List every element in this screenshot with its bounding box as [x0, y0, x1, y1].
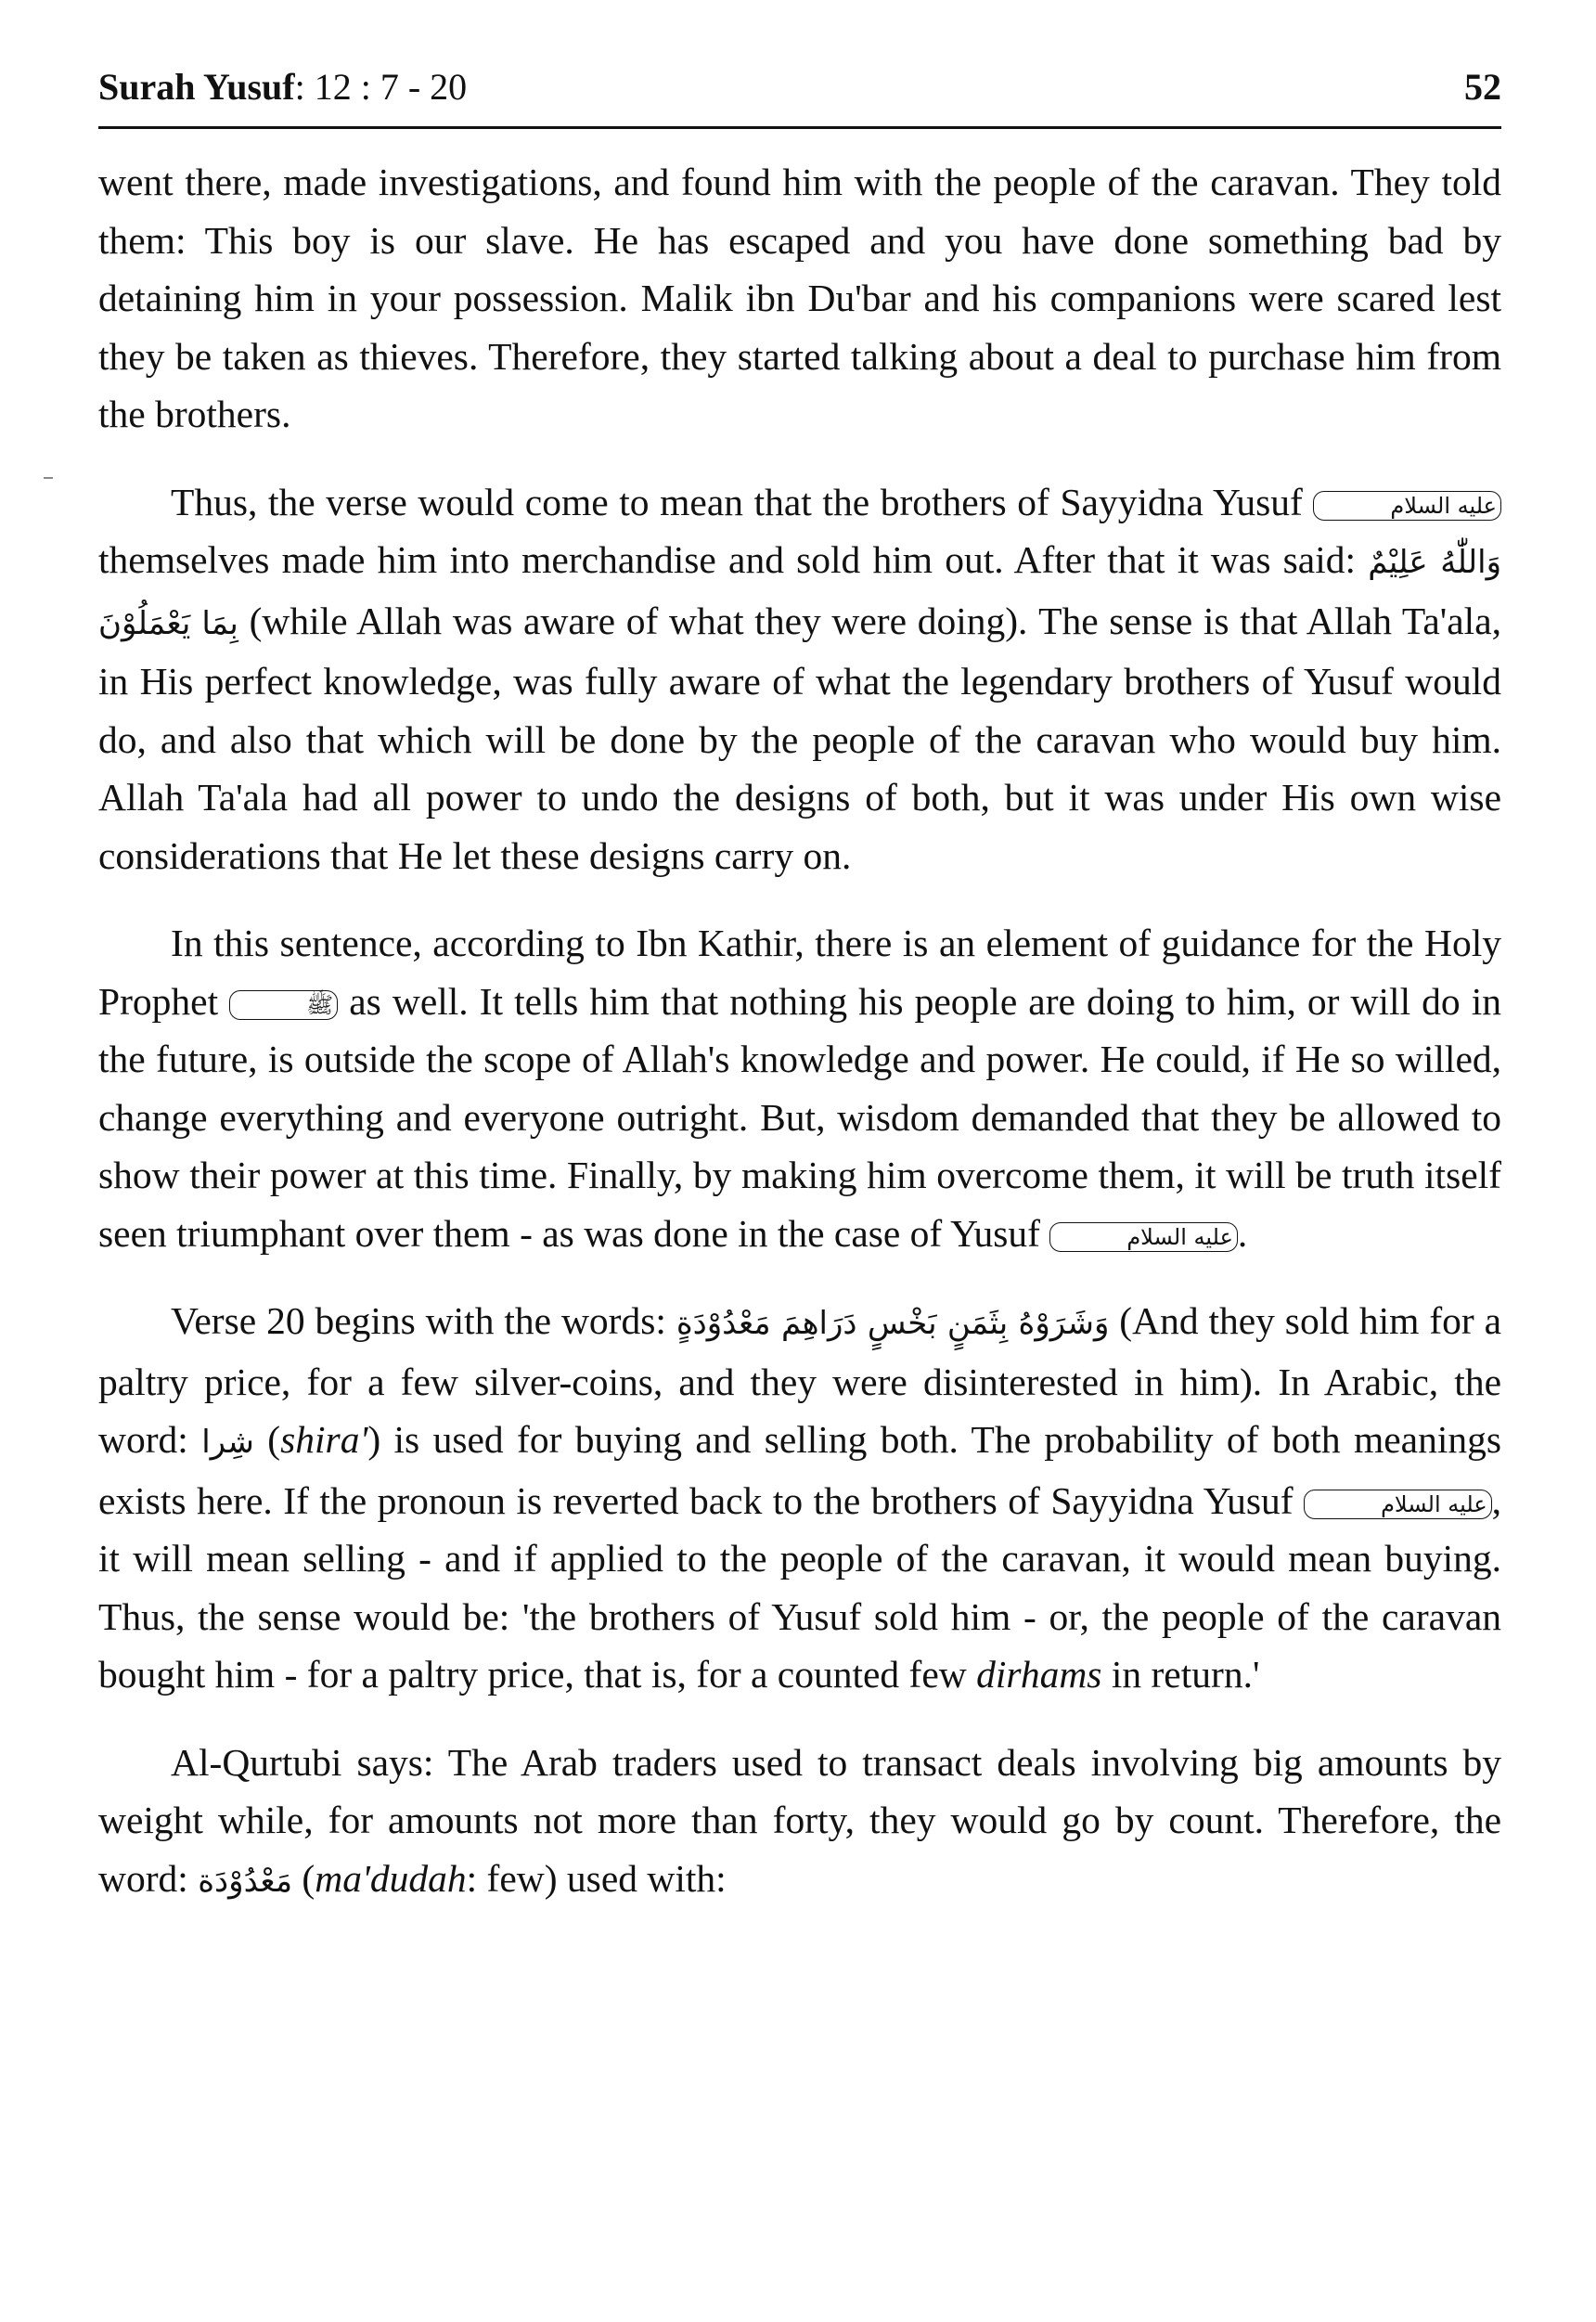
paragraph-text: In this sentence, according to Ibn Kathir, there is an element of guidance for the Holy Prophet [98, 922, 1501, 1023]
paragraph-text: : few) used with: [466, 1856, 727, 1900]
arabic-word: شِرا [201, 1424, 254, 1461]
honorific-alayhi-salam: عليه السلام [1049, 1222, 1238, 1252]
paragraph-text: went there, made investigations, and found him with the people of the caravan. They told them: This boy is our slave. He has escaped and you have done something bad by detaining him in your possession. Malik ibn Du'bar and his companions were scared lest they be taken as thieves. Therefore, they started talking about a deal to purchase him from the brothers. [98, 161, 1501, 435]
paragraph-text: as well. It tells him that nothing his people are doing to him, or will do in the future, is outside the scope of Allah's knowledge and power. He could, if He so willed, change everything and everyone outright. But, wisdom demanded that they be allowed to show their power at this time. Finally, by making him overcome them, it will be truth itself seen triumphant over them - as was done in the case of Yusuf [98, 979, 1502, 1255]
paragraph-text: (And they sold him for a paltry price, for a few silver-coins, and they were disinterested in him). In Arabic, the word: [98, 1299, 1502, 1461]
surah-reference: : 12 : 7 - 20 [294, 66, 468, 108]
paragraph-text: Al-Qurtubi says: The Arab traders used to transact deals involving big amounts by weight while, for amounts not more than forty, they would go by count. Therefore, the word: [98, 1740, 1501, 1900]
italic-term: dirhams [976, 1653, 1102, 1696]
surah-name: Surah Yusuf [98, 66, 295, 108]
paragraph-text: ( [302, 1856, 315, 1900]
arabic-word: مَعْدُوْدَة [198, 1862, 293, 1900]
paragraph-text: , it will mean selling - and if applied to the people of the caravan, it would mean buying. Thus, the sense would be: 'the brothers of Yusuf sold him - or, the people of the caravan bought him - for a paltry price, that is, for a counted few [98, 1478, 1502, 1696]
running-header [98, 65, 1501, 121]
header-rule [98, 126, 1501, 129]
paragraph-1 [98, 153, 1501, 444]
honorific-alayhi-salam: عليه السلام [1304, 1490, 1492, 1519]
margin-mark [44, 477, 53, 479]
page-number: 52 [1464, 66, 1501, 108]
paragraph-text: Verse 20 begins with the words: [171, 1299, 666, 1342]
paragraph-4 [98, 1292, 1501, 1704]
paragraph-text: themselves made him into merchandise and sold him out. After that it was said: [98, 538, 1357, 581]
paragraph-3 [98, 914, 1501, 1262]
paragraph-text: in return.' [1111, 1653, 1260, 1696]
paragraph-text: Thus, the verse would come to mean that the brothers of Sayyidna Yusuf [171, 480, 1303, 523]
paragraph-text: ( [267, 1418, 281, 1461]
honorific-salla-allah: ﷺ [229, 990, 338, 1020]
arabic-quote: وَاللّٰهُ عَلِيْمٌ بِمَا يَعْمَلُوْنَ [98, 544, 1501, 642]
header-title [98, 65, 467, 109]
paragraph-text: . [1237, 1211, 1248, 1255]
page [98, 65, 1501, 1910]
transliteration: shira' [280, 1418, 368, 1461]
paragraph-text: (while Allah was aware of what they were doing). The sense is that Allah Ta'ala, in His perfect knowledge, was fully aware of what the legendary brothers of Yusuf would do, and also that which will be done by the people of the caravan who would buy him. Allah Ta'ala had all power to undo the designs of both, but it was under His own wise considerations that He let these designs carry on. [98, 599, 1501, 877]
paragraph-5 [98, 1734, 1501, 1911]
paragraph-2 [98, 473, 1501, 885]
transliteration: ma'dudah [315, 1856, 467, 1900]
paragraph-text: ) is used for buying and selling both. The probability of both meanings exists here. If the pronoun is reverted back to the brothers of Sayyidna Yusuf [98, 1418, 1502, 1522]
arabic-quote: وَشَرَوْهُ بِثَمَنٍ بَخْسٍ دَرَاهِمَ مَعْدُوْدَةٍ [676, 1305, 1110, 1342]
honorific-alayhi-salam: عليه السلام [1313, 491, 1501, 521]
